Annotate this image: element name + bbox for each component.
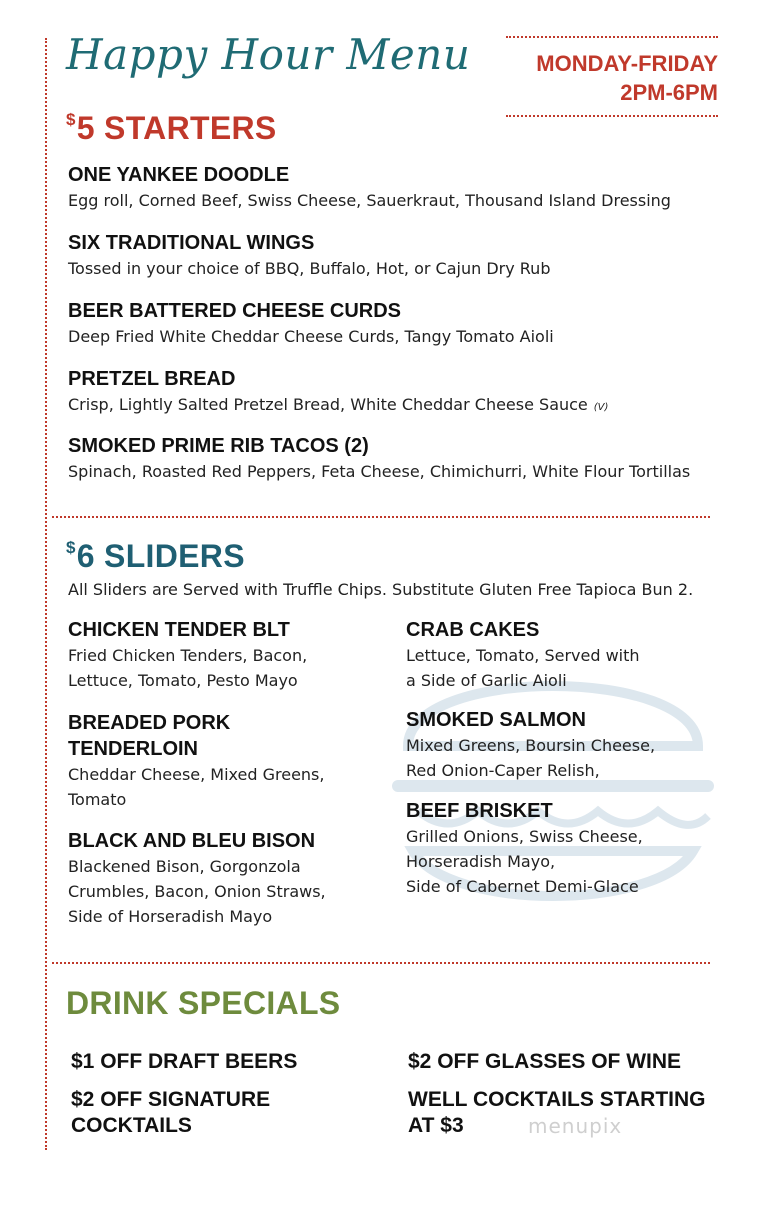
slider-item — [68, 710, 324, 812]
drink-special: $1 OFF DRAFT BEERS — [71, 1050, 298, 1073]
item-description: Lettuce, Tomato, Served with a Side of Garlic Aioli — [406, 646, 640, 690]
section-divider — [52, 516, 710, 518]
item-description: Cheddar Cheese, Mixed Greens, Tomato — [68, 765, 325, 809]
item-name: SMOKED SALMON — [406, 709, 586, 731]
hours-text: 2PM-6PM — [620, 80, 718, 105]
sliders-price-symbol: $ — [66, 538, 76, 557]
item-description: Blackened Bison, Gorgonzola Crumbles, Bacon, Onion Straws, Side of Horseradish Mayo — [68, 857, 326, 926]
days-text: MONDAY-FRIDAY — [536, 51, 718, 76]
slider-item — [68, 617, 307, 693]
item-name: SIX TRADITIONAL WINGS — [68, 232, 315, 254]
item-description: Mixed Greens, Boursin Cheese, Red Onion-Caper Relish, — [406, 736, 656, 780]
drink-special: $2 OFF SIGNATURE COCKTAILS — [71, 1088, 271, 1137]
starter-item — [68, 298, 554, 349]
item-name: PRETZEL BREAD — [68, 368, 236, 390]
drinks-heading: DRINK SPECIALS — [66, 985, 341, 1021]
item-name: BEER BATTERED CHEESE CURDS — [68, 300, 401, 322]
item-name: ONE YANKEE DOODLE — [68, 164, 290, 186]
item-description: Grilled Onions, Swiss Cheese, Horseradish Mayo, Side of Cabernet Demi-Glace — [406, 827, 643, 896]
starter-item — [68, 433, 690, 484]
item-description: Egg roll, Corned Beef, Swiss Cheese, Sauerkraut, Thousand Island Dressing — [68, 191, 671, 210]
section-divider — [52, 962, 710, 964]
starters-heading: $5 STARTERS — [66, 110, 277, 146]
item-description: Fried Chicken Tenders, Bacon, Lettuce, Tomato, Pesto Mayo — [68, 646, 308, 690]
item-description: Deep Fried White Cheddar Cheese Curds, Tangy Tomato Aioli — [68, 327, 554, 346]
slider-item — [406, 798, 643, 899]
item-name: BEEF BRISKET — [406, 800, 553, 822]
menu-title: Happy Hour Menu — [66, 30, 471, 79]
starter-item — [68, 366, 608, 420]
left-dotted-border — [45, 38, 47, 1150]
vegetarian-tag: (V) — [593, 402, 609, 413]
item-description: Crisp, Lightly Salted Pretzel Bread, White Cheddar Cheese Sauce (V) — [68, 395, 609, 414]
slider-item — [406, 617, 640, 693]
starter-item — [68, 230, 550, 281]
starters-price-symbol: $ — [66, 110, 76, 129]
item-name: CHICKEN TENDER BLT — [68, 619, 290, 641]
drink-special: $2 OFF GLASSES OF WINE — [408, 1050, 682, 1073]
item-name: BLACK AND BLEU BISON — [68, 830, 316, 852]
slider-item — [406, 707, 655, 783]
sliders-heading: $6 SLIDERS — [66, 538, 245, 574]
starter-item — [68, 162, 671, 213]
item-name: BREADED PORK TENDERLOIN — [68, 712, 231, 760]
item-name: CRAB CAKES — [406, 619, 540, 641]
item-description: Tossed in your choice of BBQ, Buffalo, Hot, or Cajun Dry Rub — [68, 259, 551, 278]
drink-special: WELL COCKTAILS STARTING AT $3 — [408, 1088, 706, 1137]
item-description: Spinach, Roasted Red Peppers, Feta Cheese, Chimichurri, White Flour Tortillas — [68, 462, 691, 481]
item-name: SMOKED PRIME RIB TACOS (2) — [68, 435, 369, 457]
sliders-note: All Sliders are Served with Truffle Chips. Substitute Gluten Free Tapioca Bun 2. — [68, 580, 694, 599]
hours-box — [506, 36, 718, 117]
slider-item — [68, 828, 326, 929]
watermark: menupix — [528, 1114, 623, 1138]
